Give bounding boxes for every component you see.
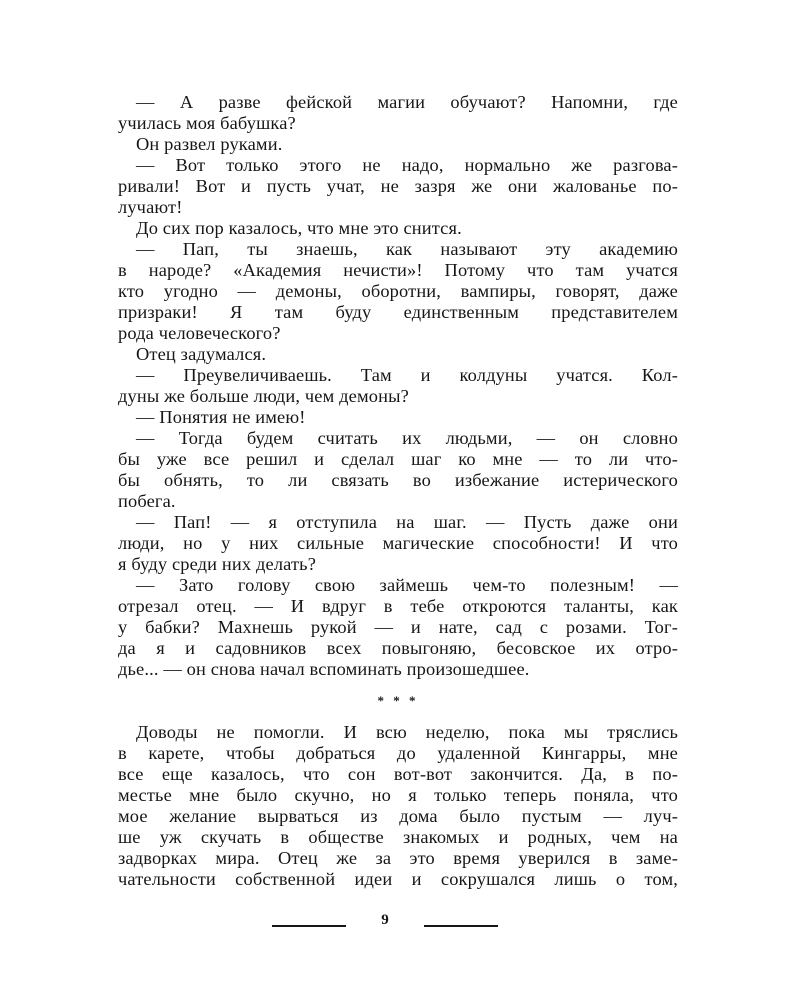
text-line: дуны же больше люди, чем демоны? [118,386,409,406]
footer-rule-right [424,925,498,927]
text-line: кто угодно — демоны, оборотни, вампиры, говорят, даже [118,281,678,301]
text-line: До сих пор казалось, что мне это снится. [136,218,462,238]
text-line: чательности собственной идеи и сокрушался лишь о том, [118,869,678,889]
text-line: все еще казалось, что сон вот-вот закончится. Да, в по- [118,764,678,784]
text-line: — Понятия не имею! [136,407,306,427]
text-line: побега. [118,491,176,511]
text-line: — Вот только этого не надо, нормально же разгова- [136,155,678,175]
page-footer [0,910,800,934]
page-body-text [118,92,678,890]
text-line: рода человеческого? [118,323,281,343]
text-line: — А разве фейской магии обучают? Напомни, где [136,92,678,112]
text-line: — Зато голову свою займешь чем-то полезным! — [136,575,678,595]
text-line: Он развел руками. [136,134,283,154]
text-line: бы обнять, то ли связать во избежание истерического [118,470,678,490]
text-line: — Пап! — я отступила на шаг. — Пусть даже они [136,512,678,532]
text-line: в народе? «Академия нечисти»! Потому что там учатся [118,260,678,280]
text-line: училась моя бабушка? [118,113,296,133]
text-line: ривали! Вот и пусть учат, не зазря же они жалованье по- [118,176,678,196]
text-line: — Преувеличиваешь. Там и колдуны учатся. Кол- [136,365,678,385]
text-line: — Пап, ты знаешь, как называют эту академию [136,239,678,259]
text-line: призраки! Я там буду единственным представителем [118,302,678,322]
section-separator: * * * [377,693,419,708]
text-line: лучают! [118,197,183,217]
text-line: мое желание вырваться из дома было пустым — луч- [118,806,678,826]
text-line: я буду среди них делать? [118,554,317,574]
text-line: Отец задумался. [136,344,267,364]
text-line: люди, но у них сильные магические способности! И что [118,533,678,553]
text-line: да я и садовников всех повыгоняю, бесовское их отро- [118,638,678,658]
text-line: — Тогда будем считать их людьми, — он словно [136,428,678,448]
text-line: у бабки? Махнешь рукой — и нате, сад с розами. Тог- [118,617,678,637]
text-line: отрезал отец. — И вдруг в тебе откроются таланты, как [118,596,678,616]
text-line: ше уж скучать в обществе знакомых и родных, чем на [118,827,678,847]
page-number: 9 [381,912,389,928]
text-line: задворках мира. Отец же за это время уверился в заме- [118,848,678,868]
text-line: дье... — он снова начал вспоминать произошедшее. [118,659,530,679]
footer-rule-left [272,925,346,927]
text-line: Доводы не помогли. И всю неделю, пока мы тряслись [136,722,678,742]
text-line: бы уже все решил и сделал шаг ко мне — то ли что- [118,449,678,469]
text-line: местье мне было скучно, но я только теперь поняла, что [118,785,678,805]
text-line: в карете, чтобы добраться до удаленной Кингарры, мне [118,743,678,763]
